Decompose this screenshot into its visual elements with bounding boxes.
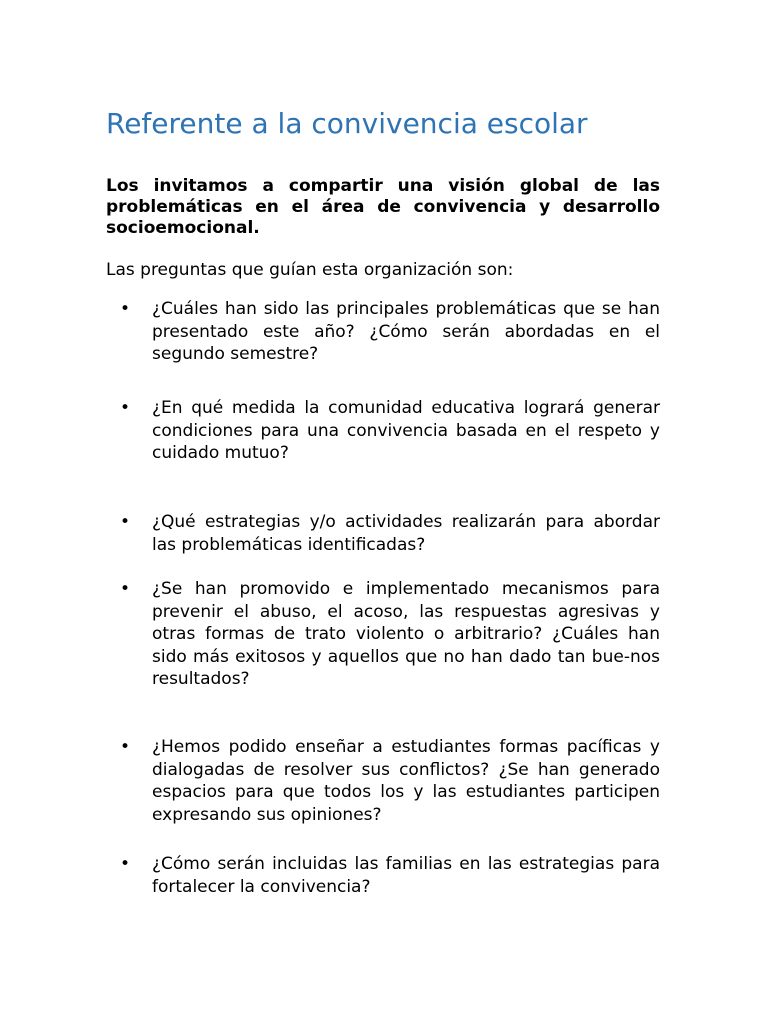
question-text: ¿Cómo serán incluidas las familias en las estrategias para fortalecer la convivencia? — [152, 854, 660, 897]
bullet-icon: • — [120, 299, 131, 319]
bullet-icon: • — [120, 737, 131, 757]
document-title: Referente a la convivencia escolar — [106, 107, 588, 140]
bullet-icon: • — [120, 398, 131, 418]
question-text: ¿Cuáles han sido las principales problemáticas que se han presentado este año? ¿Cómo serán abordadas en el segundo semestre? — [152, 299, 660, 364]
question-text: ¿En qué medida la comunidad educativa logrará generar condiciones para una convivencia basada en el respeto y cuidado mutuo? — [152, 398, 660, 463]
intro-paragraph: Los invitamos a compartir una visión global de las problemáticas en el área de convivencia y desarrollo socioemocional. — [106, 176, 660, 238]
bullet-icon: • — [120, 579, 131, 599]
lead-paragraph: Las preguntas que guían esta organización son: — [106, 260, 514, 280]
question-text: ¿Se han promovido e implementado mecanismos para prevenir el abuso, el acoso, las respuestas agresivas y otras formas de trato violento o arbitrario? ¿Cuáles han sido más exitosos y aquellos que no han dado tan bue-nos resultados? — [152, 579, 660, 689]
bullet-icon: • — [120, 512, 131, 532]
question-text: ¿Qué estrategias y/o actividades realizarán para abordar las problemáticas identificadas? — [152, 512, 660, 555]
bullet-icon: • — [120, 854, 131, 874]
question-text: ¿Hemos podido enseñar a estudiantes formas pacíficas y dialogadas de resolver sus conflictos? ¿Se han generado espacios para que todos los y las estudiantes participen expresando sus opiniones? — [152, 737, 660, 825]
